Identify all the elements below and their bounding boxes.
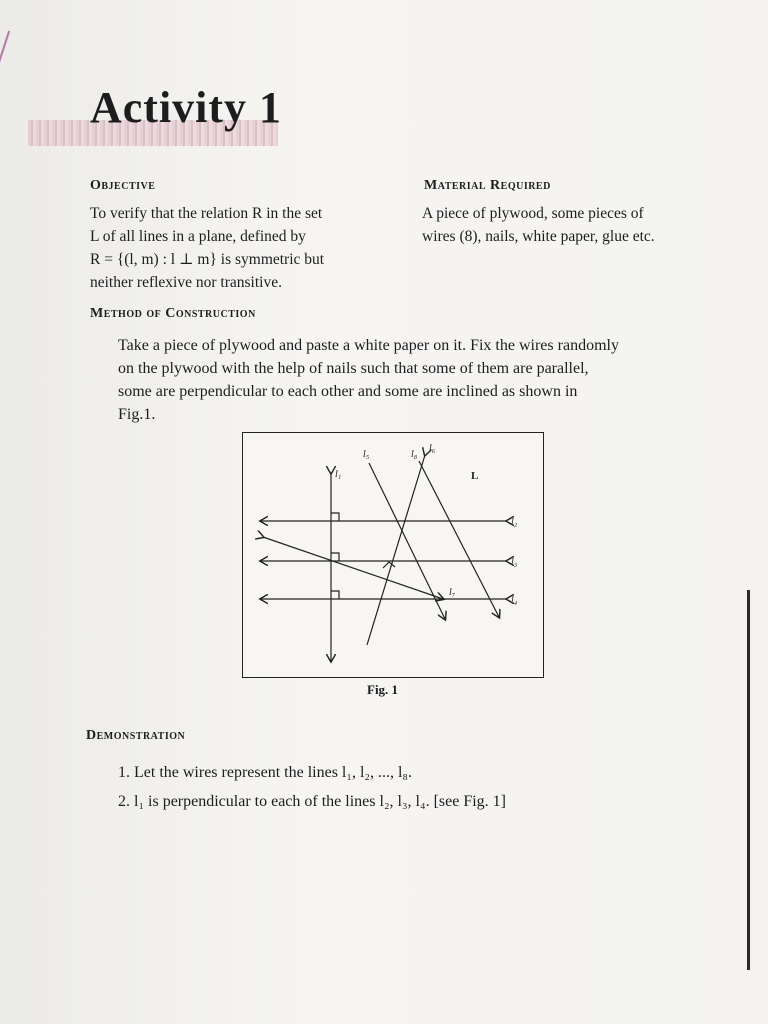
method-text (118, 334, 698, 426)
line-l8 (367, 455, 425, 645)
material-line: A piece of plywood, some pieces of (422, 205, 644, 222)
lines-diagram (243, 433, 543, 677)
material-text (422, 202, 702, 248)
label-l4: l₄ (511, 595, 518, 606)
line-l5 (369, 463, 445, 619)
label-l3: l₃ (511, 557, 518, 568)
line-l7 (263, 537, 443, 599)
right-angle-mark (331, 591, 339, 599)
right-angle-mark (383, 562, 395, 568)
demonstration-list (118, 758, 506, 816)
objective-line: To verify that the relation R in the set (90, 205, 323, 222)
material-heading: Material Required (424, 178, 551, 193)
label-l8: l₈ (411, 449, 418, 460)
objective-text (90, 202, 380, 294)
method-line: on the plywood with the help of nails such that some of them are parallel, (118, 360, 589, 377)
method-line: Fig.1. (118, 406, 156, 423)
page-title: Activity 1 (90, 83, 283, 132)
list-item: 1. Let the wires represent the lines l₁, l₂, ..., l₈. (118, 764, 412, 781)
page-edge-line (747, 590, 750, 970)
demonstration-heading: Demonstration (86, 728, 186, 743)
figure-frame (242, 432, 544, 678)
set-label: L (471, 470, 479, 482)
label-l6: l₆ (429, 443, 436, 454)
figure-caption: Fig. 1 (367, 682, 399, 697)
label-l2: l₂ (511, 517, 518, 528)
right-angle-mark (331, 513, 339, 521)
method-line: some are perpendicular to each other and some are inclined as shown in (118, 383, 578, 400)
objective-line: L of all lines in a plane, defined by (90, 228, 306, 245)
objective-heading: Objective (90, 178, 156, 193)
objective-line: neither reflexive nor transitive. (90, 274, 282, 291)
objective-line: R = {(l, m) : l ⊥ m} is symmetric but (90, 251, 325, 268)
method-line: Take a piece of plywood and paste a white paper on it. Fix the wires randomly (118, 337, 619, 354)
label-l1: l₁ (335, 469, 342, 480)
method-heading: Method of Construction (90, 306, 256, 321)
line-l6 (419, 461, 499, 617)
list-item: 2. l₁ is perpendicular to each of the lines l₂, l₃, l₄. [see Fig. 1] (118, 793, 506, 810)
material-line: wires (8), nails, white paper, glue etc. (422, 228, 655, 245)
right-angle-mark (331, 553, 339, 561)
label-l5: l₅ (363, 449, 370, 460)
label-l7: l₇ (449, 587, 456, 598)
